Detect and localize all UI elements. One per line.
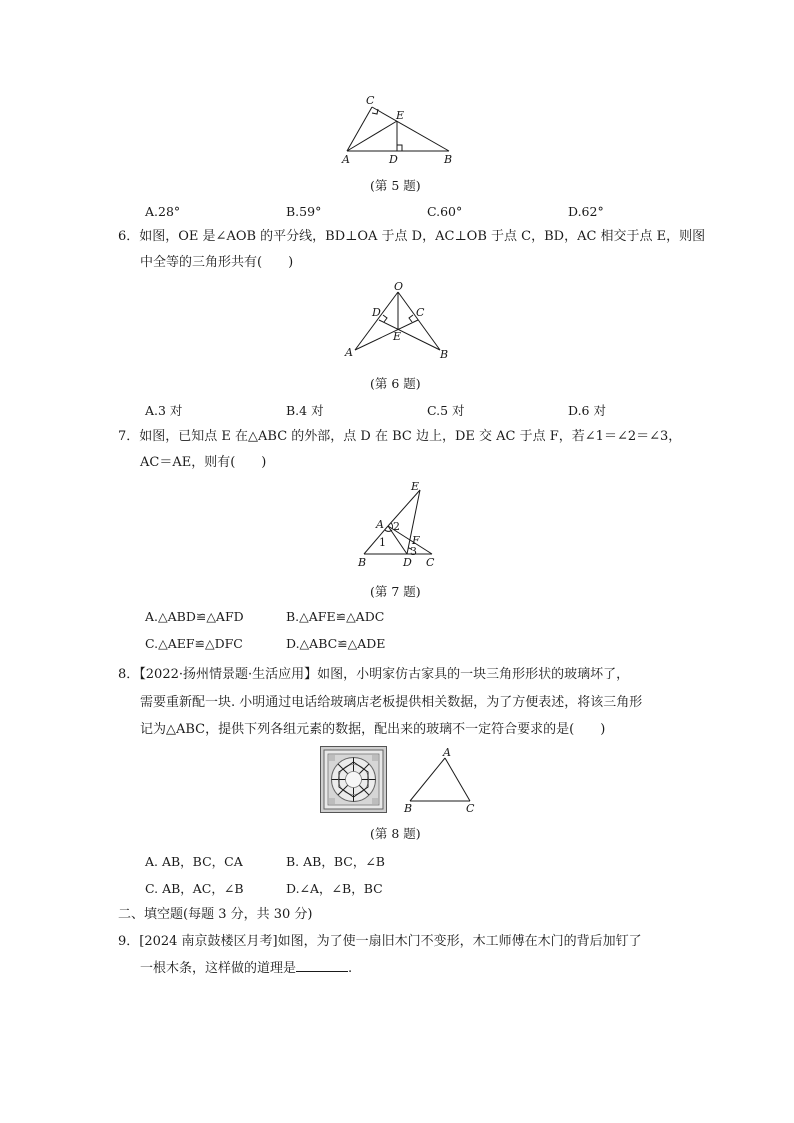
q8-option-a: A. AB，BC，CA	[145, 854, 243, 869]
q8-stem-line1: 8．【2022·扬州情景题·生活应用】如图，小明家仿古家具的一块三角形形状的玻璃坏了，	[118, 667, 630, 682]
q7-option-c: C.△AEF≌△DFC	[145, 636, 243, 651]
q8-stem-line2: 需要重新配一块. 小明通过电话给玻璃店老板提供相关数据，为了方便表述，将该三角形	[140, 695, 643, 710]
q8-stem-line3: 记为△ABC，提供下列各组元素的数据，配出来的玻璃不一定符合要求的是( )	[140, 722, 606, 737]
q5-label-a: A	[342, 153, 350, 166]
q6-option-a: A.3 对	[145, 403, 183, 418]
q5-option-a: A.28°	[145, 204, 181, 219]
q6-label-a: A	[345, 346, 353, 359]
q7-caption: (第 7 题)	[370, 584, 421, 599]
q6-label-o: O	[394, 280, 404, 293]
q8-label-c: C	[466, 802, 475, 815]
q7-option-b: B.△AFE≌△ADC	[286, 609, 385, 624]
q5-option-d: D.62°	[568, 204, 604, 219]
q8-option-c: C. AB，AC，∠B	[145, 881, 244, 896]
q8-label-a: A	[443, 746, 451, 759]
q7-label-c: C	[426, 556, 435, 569]
q8-glass-panel-image	[320, 746, 387, 813]
q6-caption: (第 6 题)	[370, 376, 421, 391]
q5-label-b: B	[444, 153, 453, 166]
q8-label-b: B	[404, 802, 413, 815]
q7-figure	[350, 478, 445, 573]
q8-triangle	[410, 758, 470, 801]
q9-stem-line2-end: .	[348, 961, 353, 976]
q9-stem-line1: 9．[2024 南京鼓楼区月考]如图，为了使一扇旧木门不变形，木工师傅在木门的背后加钉了	[118, 934, 642, 949]
q7-stem-line2: AC＝AE，则有( )	[140, 455, 267, 470]
q8-option-b: B. AB，BC，∠B	[286, 854, 385, 869]
q9-answer-blank[interactable]	[296, 957, 348, 972]
q6-label-e: E	[393, 330, 402, 343]
q6-option-c: C.5 对	[427, 403, 465, 418]
q9-stem-line2	[140, 956, 352, 982]
q7-option-d: D.△ABC≌△ADE	[286, 636, 386, 651]
q7-stem-line1: 7．如图，已知点 E 在△ABC 的外部，点 D 在 BC 边上，DE 交 AC 于点 F，若∠1＝∠2＝∠3，	[118, 429, 682, 444]
q5-option-b: B.59°	[286, 204, 322, 219]
q7-label-b: B	[358, 556, 367, 569]
q5-figure	[335, 92, 465, 167]
q8-option-d: D.∠A，∠B，BC	[286, 881, 383, 896]
q6-option-b: B.4 对	[286, 403, 324, 418]
q7-label-angle2: 2	[393, 520, 400, 533]
q5-caption: (第 5 题)	[370, 178, 421, 193]
q5-label-c: C	[366, 94, 375, 107]
section-2-title: 二、填空题(每题 3 分，共 30 分)	[118, 907, 313, 922]
q7-label-e: E	[411, 480, 420, 493]
q6-stem-line2: 中全等的三角形共有( )	[140, 255, 294, 270]
q8-triangle-figure	[398, 746, 483, 816]
q8-caption: (第 8 题)	[370, 826, 421, 841]
q6-stem-line1: 6．如图，OE 是∠AOB 的平分线，BD⊥OA 于点 D，AC⊥OB 于点 C，BD，AC 相交于点 E，则图	[118, 229, 706, 244]
q6-label-d: D	[372, 306, 381, 319]
q7-label-d: D	[403, 556, 412, 569]
q5-label-d: D	[389, 153, 398, 166]
q6-label-b: B	[440, 348, 449, 361]
q6-label-c: C	[416, 306, 425, 319]
q7-label-angle1: 1	[379, 536, 386, 549]
q5-option-c: C.60°	[427, 204, 463, 219]
q7-option-a: A.△ABD≌△AFD	[145, 609, 244, 624]
q6-figure	[340, 280, 455, 365]
q7-label-a: A	[376, 518, 384, 531]
q7-label-f: F	[412, 534, 420, 547]
q5-label-e: E	[396, 109, 405, 122]
q7-label-angle3: 3	[410, 545, 417, 558]
q9-stem-line2-text: 一根木条，这样做的道理是	[140, 961, 297, 976]
q6-option-d: D.6 对	[568, 403, 606, 418]
